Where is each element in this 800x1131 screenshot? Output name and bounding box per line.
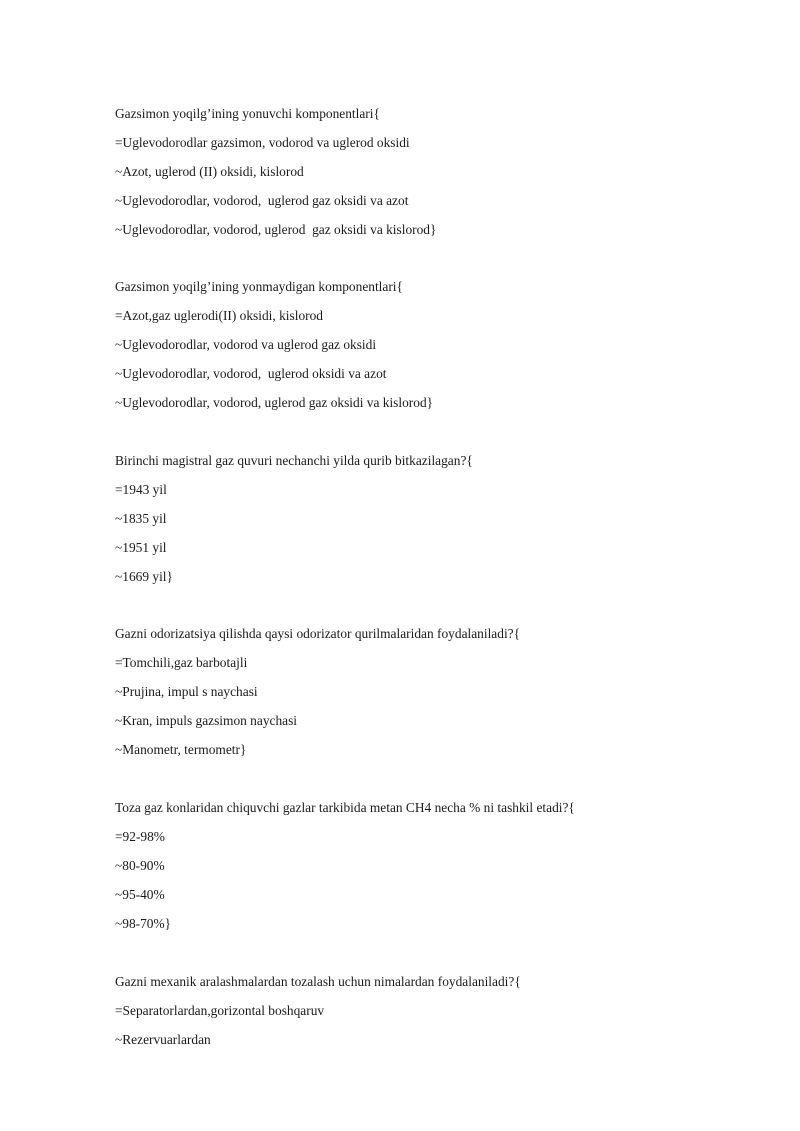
question-text: Gazni odorizatsiya qilishda qaysi odorizator qurilmalaridan foydalaniladi?{ <box>115 626 521 641</box>
answer-option: ~1835 yil <box>115 511 167 526</box>
answer-option: =Uglevodorodlar gazsimon, vodorod va uglerod oksidi <box>115 135 410 150</box>
answer-option: ~Azot, uglerod (II) oksidi, kislorod <box>115 164 304 179</box>
question-text: Gazni mexanik aralashmalardan tozalash uchun nimalardan foydalaniladi?{ <box>115 974 521 989</box>
answer-option: ~Manometr, termometr} <box>115 742 247 757</box>
answer-option: ~95-40% <box>115 887 165 902</box>
question-text: Toza gaz konlaridan chiquvchi gazlar tarkibida metan CH4 necha % ni tashkil etadi?{ <box>115 800 575 815</box>
answer-option: ~Uglevodorodlar, vodorod, uglerod oksidi va azot <box>115 366 387 381</box>
answer-option: ~Uglevodorodlar, vodorod, uglerod gaz oksidi va azot <box>115 193 409 208</box>
answer-option: =Separatorlardan,gorizontal boshqaruv <box>115 1003 325 1018</box>
answer-option: =92-98% <box>115 829 165 844</box>
question-block-4 <box>115 619 755 764</box>
question-text: Gazsimon yoqilg’ining yonmaydigan komponentlari{ <box>115 279 403 294</box>
answer-option: ~98-70%} <box>115 916 172 931</box>
question-text: Gazsimon yoqilg’ining yonuvchi komponentlari{ <box>115 106 380 121</box>
question-block-5 <box>115 793 755 938</box>
answer-option: ~Rezervuarlardan <box>115 1032 211 1047</box>
answer-option: ~80-90% <box>115 858 165 873</box>
answer-option: ~Prujina, impul s naychasi <box>115 684 258 699</box>
answer-option: =Tomchili,gaz barbotajli <box>115 655 248 670</box>
question-text: Birinchi magistral gaz quvuri nechanchi yilda qurib bitkazilagan?{ <box>115 453 473 468</box>
question-block-3 <box>115 446 755 591</box>
answer-option: ~Uglevodorodlar, vodorod, uglerod gaz oksidi va kislorod} <box>115 222 437 237</box>
question-block-2 <box>115 272 755 417</box>
answer-option: =1943 yil <box>115 482 167 497</box>
question-block-6 <box>115 967 755 1054</box>
answer-option: ~Uglevodorodlar, vodorod, uglerod gaz oksidi va kislorod} <box>115 395 434 410</box>
answer-option: ~1669 yil} <box>115 569 173 584</box>
answer-option: ~Uglevodorodlar, vodorod va uglerod gaz oksidi <box>115 337 377 352</box>
answer-option: =Azot,gaz uglerodi(II) oksidi, kislorod <box>115 308 323 323</box>
answer-option: ~Kran, impuls gazsimon naychasi <box>115 713 298 728</box>
question-block-1 <box>115 99 755 244</box>
answer-option: ~1951 yil <box>115 540 167 555</box>
